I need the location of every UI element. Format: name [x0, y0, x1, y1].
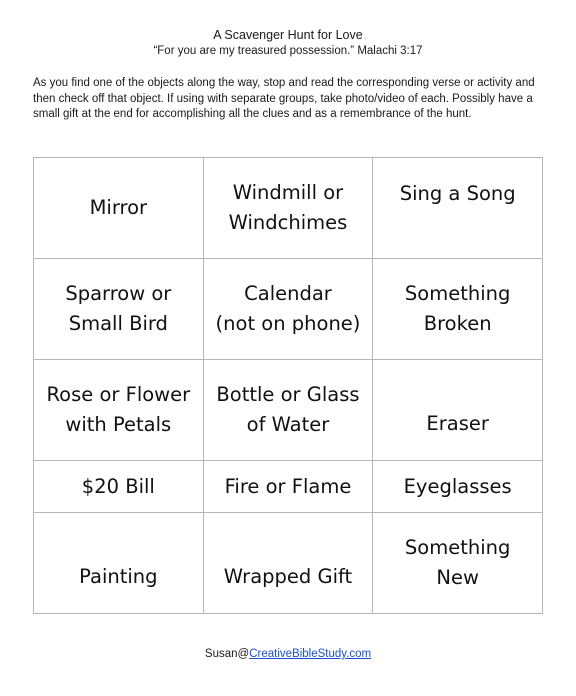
- grid-cell: [373, 360, 543, 461]
- grid-row: [34, 512, 543, 613]
- cell-item-label: Something Broken: [404, 282, 511, 336]
- scripture-subtitle: “For you are my treasured possession.” Malachi 3:17: [153, 45, 423, 57]
- cell-item-label: Windmill or Windchimes: [228, 181, 348, 235]
- cell-item-label: Mirror: [89, 196, 148, 220]
- grid-cell: [34, 512, 204, 613]
- cell-item-label: Bottle or Glass of Water: [216, 383, 360, 437]
- cell-item-label: Eraser: [426, 412, 489, 436]
- cell-item-label: Painting: [79, 564, 158, 588]
- scavenger-grid: [33, 157, 543, 614]
- cell-item-label: Calendar (not on phone): [215, 282, 361, 336]
- footer-contact: [0, 648, 576, 660]
- grid-cell: [203, 259, 373, 360]
- website-link[interactable]: CreativeBibleStudy.com: [249, 648, 372, 660]
- grid-cell: [373, 259, 543, 360]
- footer-email-prefix: Susan@: [204, 648, 250, 660]
- instructions: [33, 76, 545, 123]
- grid-row: [34, 461, 543, 512]
- cell-item-label: Sparrow or Small Bird: [65, 282, 172, 336]
- grid-cell: [373, 461, 543, 512]
- grid-cell: [34, 461, 204, 512]
- cell-item-label: Rose or Flower with Petals: [46, 383, 191, 437]
- grid-cell: [203, 158, 373, 259]
- grid-cell: [34, 360, 204, 461]
- grid-cell: [203, 461, 373, 512]
- grid-row: [34, 360, 543, 461]
- grid-cell: [373, 158, 543, 259]
- cell-item-label: Fire or Flame: [224, 474, 352, 498]
- instructions-text: As you find one of the objects along the way, stop and read the corresponding verse or activity and then check off that object. If using with separate groups, take photo/video of each. Possibly have a small gift at the end for accomplishing all the clues and as a remembrance of the hunt.: [33, 77, 535, 120]
- grid-row: [34, 259, 543, 360]
- cell-item-label: Eyeglasses: [403, 474, 512, 498]
- cell-item-label: Wrapped Gift: [223, 564, 353, 588]
- page-title: A Scavenger Hunt for Love: [213, 28, 363, 42]
- grid-cell: [34, 158, 204, 259]
- grid-cell: [373, 512, 543, 613]
- cell-item-label: $20 Bill: [81, 474, 155, 498]
- grid-cell: [203, 360, 373, 461]
- grid-row: [34, 158, 543, 259]
- cell-item-label: Sing a Song: [399, 182, 516, 206]
- cell-item-label: Something New: [404, 535, 511, 589]
- grid-cell: [34, 259, 204, 360]
- grid-cell: [203, 512, 373, 613]
